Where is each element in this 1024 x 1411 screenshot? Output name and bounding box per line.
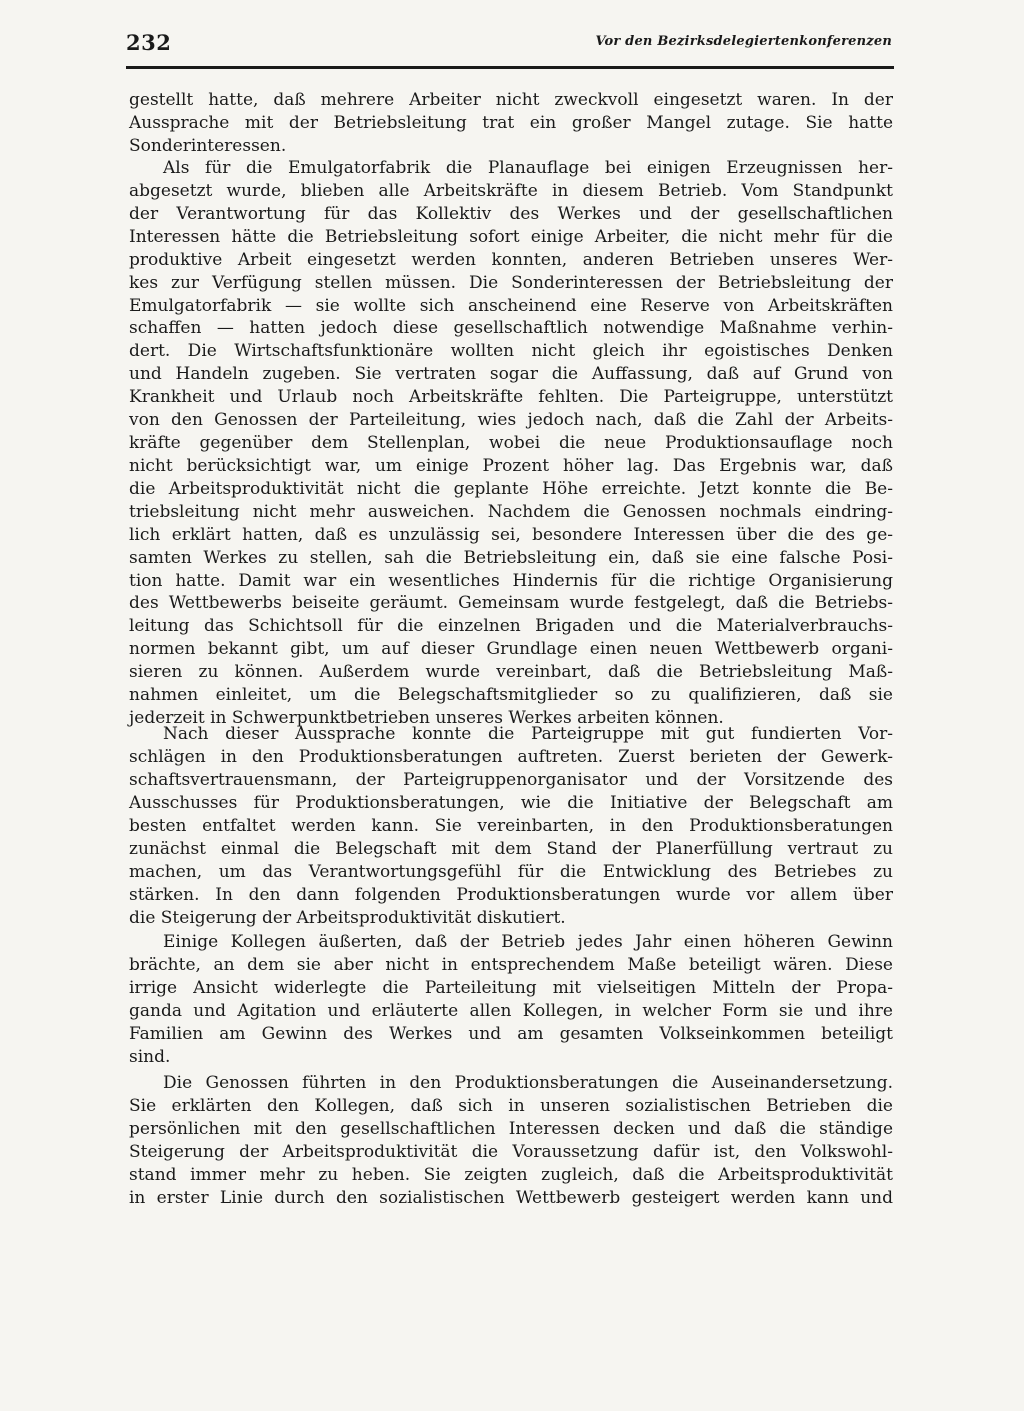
text-line: leitung das Schichtsoll für die einzelnen Brigaden und die Materialverbrauchs- [129, 616, 893, 636]
text-line: kes zur Verfügung stellen müssen. Die Sonderinteressen der Betriebsleitung der [129, 273, 893, 293]
text-line: Steigerung der Arbeitsproduktivität die Voraussetzung dafür ist, den Volkswohl- [129, 1142, 893, 1162]
text-line: sieren zu können. Außerdem wurde vereinbart, daß die Betriebsleitung Maß- [129, 662, 893, 682]
text-line: Interessen hätte die Betriebsleitung sofort einige Arbeiter, die nicht mehr für die [129, 227, 893, 247]
text-line: Emulgatorfabrik — sie wollte sich anscheinend eine Reserve von Arbeitskräften [129, 296, 893, 316]
text-line: und Handeln zugeben. Sie vertraten sogar die Auffassung, daß auf Grund von [129, 364, 893, 384]
page-number: 232 [126, 30, 172, 55]
text-line: nicht berücksichtigt war, um einige Prozent höher lag. Das Ergebnis war, daß [129, 456, 893, 476]
text-line: in erster Linie durch den sozialistischen Wettbewerb gesteigert werden kann und [129, 1188, 893, 1208]
text-line: abgesetzt wurde, blieben alle Arbeitskräfte in diesem Betrieb. Vom Standpunkt [129, 181, 893, 201]
text-line: besten entfaltet werden kann. Sie vereinbarten, in den Produktionsberatungen [129, 816, 893, 836]
text-line: Krankheit und Urlaub noch Arbeitskräfte fehlten. Die Parteigruppe, unterstützt [129, 387, 893, 407]
text-line: samten Werkes zu stellen, sah die Betriebsleitung ein, daß sie eine falsche Posi- [129, 548, 893, 568]
text-line: machen, um das Verantwortungsgefühl für die Entwicklung des Betriebes zu [129, 862, 893, 882]
text-line: Nach dieser Aussprache konnte die Parteigruppe mit gut fundierten Vor- [163, 724, 893, 744]
text-line: von den Genossen der Parteileitung, wies jedoch nach, daß die Zahl der Arbeits- [129, 410, 893, 430]
text-line: Als für die Emulgatorfabrik die Planauflage bei einigen Erzeugnissen her- [163, 158, 893, 178]
text-line: die Steigerung der Arbeitsproduktivität diskutiert. [129, 908, 566, 928]
text-line: gestellt hatte, daß mehrere Arbeiter nicht zweckvoll eingesetzt waren. In der [129, 90, 893, 110]
text-line: produktive Arbeit eingesetzt werden konnten, anderen Betrieben unseres Wer- [129, 250, 893, 270]
text-line: des Wettbewerbs beiseite geräumt. Gemeinsam wurde festgelegt, daß die Betriebs- [129, 593, 893, 613]
text-line: dert. Die Wirtschaftsfunktionäre wollten nicht gleich ihr egoistisches Denken [129, 341, 893, 361]
text-line: schlägen in den Produktionsberatungen auftreten. Zuerst berieten der Gewerk- [129, 747, 893, 767]
text-line: lich erklärt hatten, daß es unzulässig sei, besondere Interessen über die des ge- [129, 525, 893, 545]
text-line: Sonderinteressen. [129, 136, 287, 156]
text-line: schaffen — hatten jedoch diese gesellschaftlich notwendige Maßnahme verhin- [129, 318, 893, 338]
text-line: Einige Kollegen äußerten, daß der Betrieb jedes Jahr einen höheren Gewinn [163, 932, 893, 952]
text-line: Ausschusses für Produktionsberatungen, wie die Initiative der Belegschaft am [129, 793, 893, 813]
text-line: irrige Ansicht widerlegte die Parteileitung mit vielseitigen Mitteln der Propa- [129, 978, 893, 998]
text-line: kräfte gegenüber dem Stellenplan, wobei die neue Produktionsauflage noch [129, 433, 893, 453]
text-line: jederzeit in Schwerpunktbetrieben unseres Werkes arbeiten können. [129, 708, 724, 728]
text-line: Sie erklärten den Kollegen, daß sich in unseren sozialistischen Betrieben die [129, 1096, 893, 1116]
text-line: stand immer mehr zu heben. Sie zeigten zugleich, daß die Arbeitsproduktivität [129, 1165, 893, 1185]
text-line: Familien am Gewinn des Werkes und am gesamten Volkseinkommen beteiligt [129, 1024, 893, 1044]
text-line: triebsleitung nicht mehr ausweichen. Nachdem die Genossen nochmals eindring- [129, 502, 893, 522]
running-head: Vor den Bezirksdelegiertenkonferenzen [595, 34, 892, 49]
text-line: brächte, an dem sie aber nicht in entsprechendem Maße beteiligt wären. Diese [129, 955, 893, 975]
text-line: ganda und Agitation und erläuterte allen Kollegen, in welcher Form sie und ihre [129, 1001, 893, 1021]
text-line: nahmen einleitet, um die Belegschaftsmitglieder so zu qualifizieren, daß sie [129, 685, 893, 705]
text-line: sind. [129, 1047, 171, 1067]
text-line: normen bekannt gibt, um auf dieser Grundlage einen neuen Wettbewerb organi- [129, 639, 893, 659]
text-line: schaftsvertrauensmann, der Parteigruppenorganisator und der Vorsitzende des [129, 770, 893, 790]
text-line: Aussprache mit der Betriebsleitung trat ein großer Mangel zutage. Sie hatte [129, 113, 893, 133]
text-line: die Arbeitsproduktivität nicht die geplante Höhe erreichte. Jetzt konnte die Be- [129, 479, 893, 499]
text-line: Die Genossen führten in den Produktionsberatungen die Auseinandersetzung. [163, 1073, 893, 1093]
text-line: der Verantwortung für das Kollektiv des Werkes und der gesellschaftlichen [129, 204, 893, 224]
text-line: persönlichen mit den gesellschaftlichen Interessen decken und daß die ständige [129, 1119, 893, 1139]
text-line: stärken. In den dann folgenden Produktionsberatungen wurde vor allem über [129, 885, 893, 905]
text-line: zunächst einmal die Belegschaft mit dem Stand der Planerfüllung vertraut zu [129, 839, 893, 859]
text-line: tion hatte. Damit war ein wesentliches Hindernis für die richtige Organisierung [129, 571, 893, 591]
